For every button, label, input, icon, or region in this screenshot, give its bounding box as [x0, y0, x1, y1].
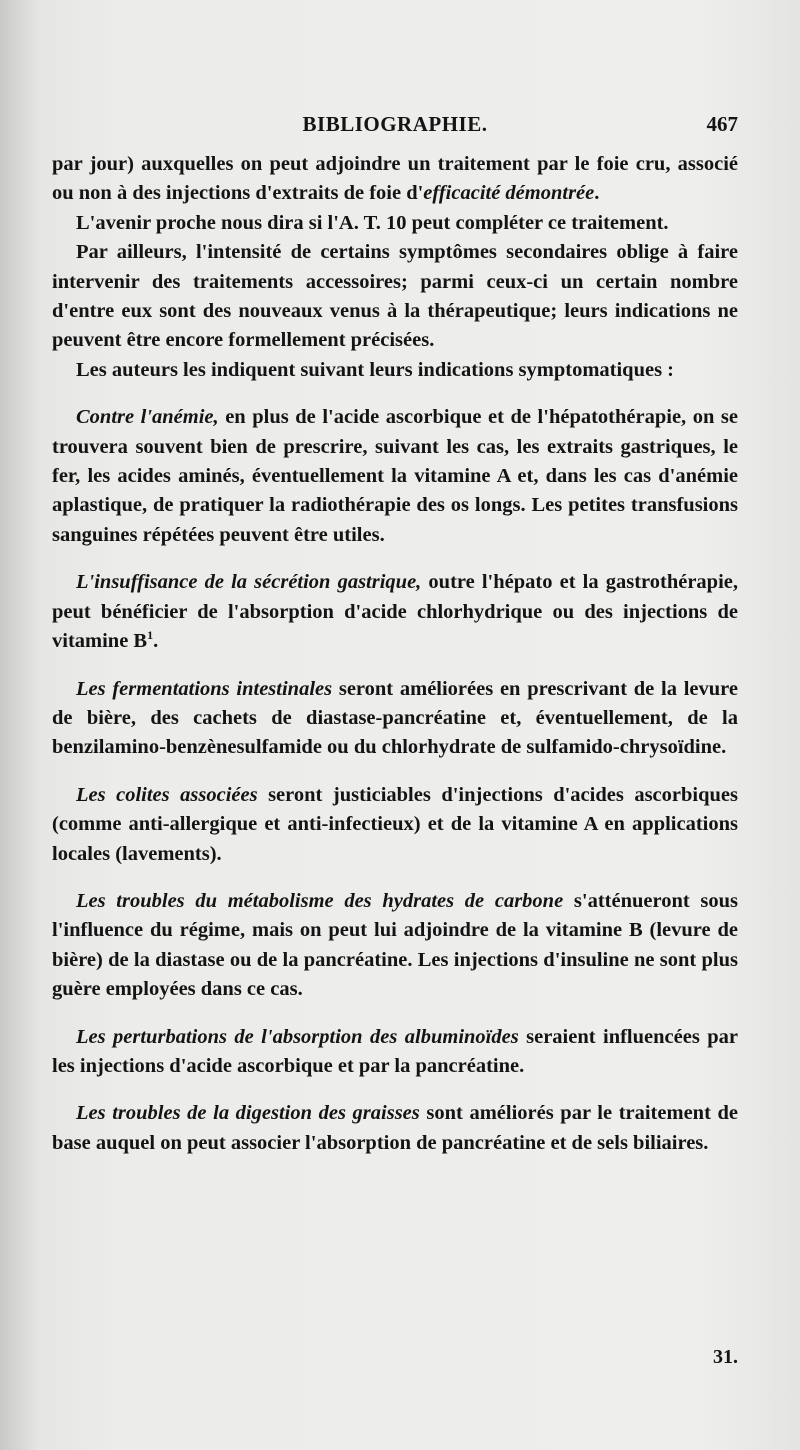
- paragraph-text: L'avenir proche nous dira si l'A. T. 10 peut compléter ce traitement.: [76, 211, 669, 234]
- page-header: [52, 112, 738, 142]
- paragraph-gastrique: [52, 568, 738, 656]
- paragraph-text: seront améliorées en prescrivant de la levure de bière, des cachets de diastase-pancréatine et, éventuellement, de la benzilamino-benzènesulfamide ou du chlorhydrate de sulfamido-chrysoïdine.: [52, 677, 738, 759]
- paragraph-at10: [52, 209, 738, 238]
- paragraph-text: en plus de l'acide ascorbique et de l'hépatothérapie, on se trouvera souvent bien de prescrire, suivant les cas, les extraits gastriques, le fer, les acides aminés, éventuellement la vitamine A et, dans les cas d'anémie aplastique, de pratiquer la radiothérapie des os longs. Les petites transfusions sanguines répétées peuvent être utiles.: [52, 406, 738, 546]
- paragraph-lead: Les perturbations de l'absorption des albuminoïdes: [76, 1025, 519, 1048]
- body-text: [52, 150, 738, 1158]
- paragraph-lead: Les colites associées: [76, 783, 258, 806]
- paragraph-text: .: [153, 630, 159, 653]
- paragraph-graisses: [52, 1099, 738, 1158]
- paragraph-auteurs: [52, 356, 738, 385]
- paragraph-text: seront justiciables d'injections d'acides ascorbiques (comme anti-allergique et anti-infectieux) et de la vitamine A en applications locales (lavements).: [52, 783, 738, 865]
- paragraph-lead: Les fermentations intestinales: [76, 677, 333, 700]
- paragraph-text: sont améliorés par le traitement de base auquel on peut associer l'absorption de pancréatine et de sels biliaires.: [52, 1102, 739, 1154]
- paragraph-fermentations: [52, 675, 738, 763]
- paragraph-colites: [52, 781, 738, 869]
- running-title: BIBLIOGRAPHIE.: [302, 112, 488, 136]
- paragraph-text: Par ailleurs, l'intensité de certains symptômes secondaires oblige à faire intervenir des traitements accessoires; parmi ceux-ci un certain nombre d'entre eux sont des nouveaux venus à la thérapeutique; leurs indications ne peuvent être encore formellement précisées.: [52, 241, 738, 352]
- paragraph-text: seraient influencées par les injections d'acide ascorbique et par la pancréatine.: [52, 1025, 738, 1077]
- paragraph-symptomes: [52, 238, 738, 356]
- superscript: 1: [147, 628, 154, 643]
- paragraph-text: par jour) auxquelles on peut adjoindre un traitement par le foie cru, associé ou non à des injections d'extraits de foie d': [52, 153, 738, 205]
- paragraph-continuation: [52, 150, 738, 209]
- emphasis-text: efficacité démontrée: [423, 182, 595, 205]
- paragraph-text: outre l'hépato et la gastrothérapie, peut bénéficier de l'absorption d'acide chlorhydrique ou des injections de vitamine B: [52, 571, 739, 653]
- paragraph-text: .: [594, 182, 600, 205]
- paragraph-lead: Les troubles de la digestion des graisses: [76, 1102, 420, 1125]
- paragraph-text: Les auteurs les indiquent suivant leurs indications symptomatiques :: [76, 358, 675, 381]
- paragraph-hydrates: [52, 887, 738, 1005]
- paragraph-lead: Contre l'anémie,: [76, 406, 219, 429]
- paragraph-lead: Les troubles du métabolisme des hydrates de carbone: [76, 889, 564, 912]
- paragraph-anemie: [52, 403, 738, 550]
- signature-mark: 31.: [713, 1346, 738, 1368]
- paragraph-text: s'atténueront sous l'influence du régime, mais on peut lui adjoindre de la vitamine B (levure de bière) de la diastase ou de la pancréatine. Les injections d'insuline ne sont plus guère employées dans ce cas.: [52, 889, 738, 1001]
- paragraph-lead: L'insuffisance de la sécrétion gastrique,: [76, 571, 422, 594]
- paragraph-albuminoides: [52, 1023, 738, 1082]
- page-number: 467: [706, 112, 738, 136]
